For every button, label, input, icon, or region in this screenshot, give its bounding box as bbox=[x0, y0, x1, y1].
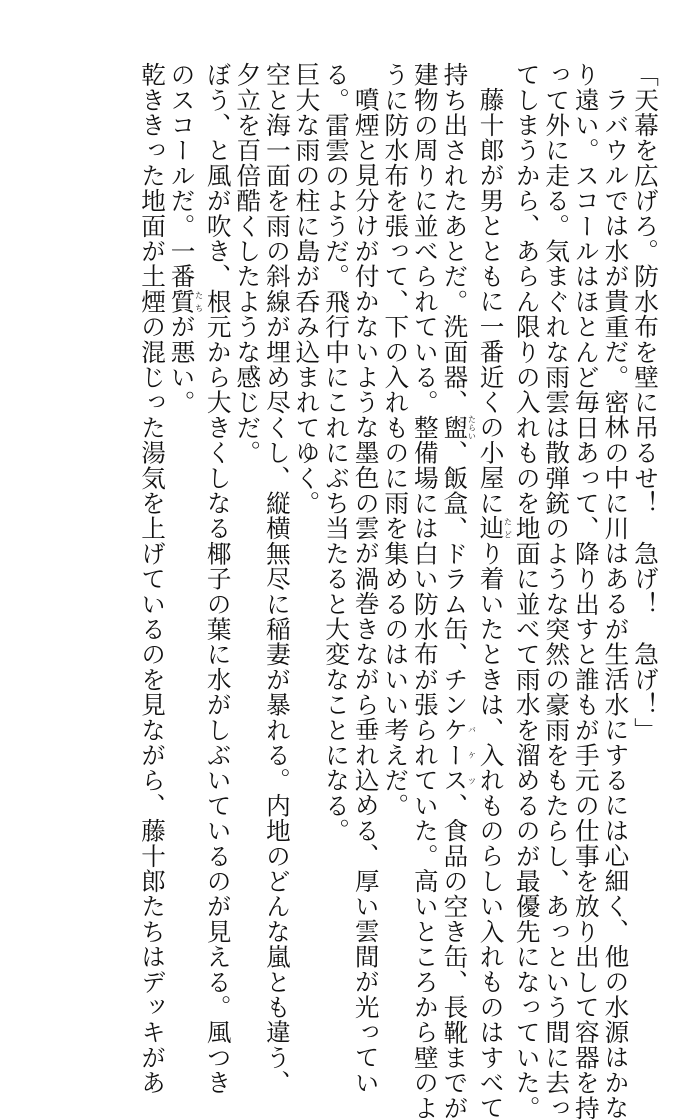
text-line: 噴煙と見分けが付かないような墨色の雲が渦巻きながら垂れ込める、厚い雲間が光ってい bbox=[351, 86, 381, 1095]
ruby-word: 質たち bbox=[167, 288, 204, 315]
text-segment: 、食品の空き缶、長靴までが bbox=[440, 792, 470, 1120]
text-line bbox=[476, 62, 513, 1120]
ruby-word: 辿たど bbox=[476, 515, 513, 541]
text-line: って外に走る。気まぐれな雨雲は散弾銃のような突然の豪雨をもたらし、あっという間に去っ bbox=[542, 62, 572, 1120]
text-line: り遠い。スコールはほとんど毎日あって、降り出すと誰もが手元の仕事を放り出して容器を持 bbox=[571, 62, 601, 1120]
text-segment: のスコールだ。一番 bbox=[167, 62, 197, 289]
ruby-word: 盥たらい bbox=[440, 414, 477, 441]
ruby-reading: たど bbox=[503, 515, 513, 541]
text-segment: 、飯盒、ドラム缶、チン bbox=[440, 440, 470, 718]
vertical-text-body bbox=[137, 62, 660, 1120]
text-line: 乾ききった地面が土煙の混じった湯気を上げているのを見ながら、藤十郎たちはデッキがあ bbox=[138, 62, 167, 1096]
ruby-reading: たらい bbox=[467, 414, 477, 440]
ruby-reading: バケツ bbox=[467, 717, 477, 793]
text-line: ぼう、と風が吹き、根元から大きくしなる椰子の葉に水がしぶいているのが見える。風つき bbox=[203, 62, 233, 1096]
text-segment: り着いたときは、入れものらしい入れものはすべて bbox=[476, 540, 506, 1120]
text-line: 夕立を百倍酷くしたような感じだ。 bbox=[233, 62, 263, 466]
text-line: 巨大な雨の柱に島が呑み込まれてゆく。 bbox=[292, 62, 322, 516]
text-line: うに防水布を張って、下の入れものに雨を集めるのはいい考えだ。 bbox=[381, 62, 411, 818]
text-line: 空と海一面を雨の斜線が埋め尽くし、縦横無尽に稲妻が暴れる。内地のどんな嵐とも違う、 bbox=[262, 62, 292, 1096]
ruby-reading: たち bbox=[194, 288, 204, 315]
text-line bbox=[167, 62, 203, 962]
text-segment: が悪い。 bbox=[167, 314, 197, 415]
text-line: てしまうから、あらん限りの入れものを地面に並べて雨水を溜めるのが最優先になっていた。 bbox=[512, 62, 542, 1120]
ruby-word: ケースバケツ bbox=[440, 717, 477, 793]
text-line: る。雷雲のようだ。飛行中にこれにぶち当たると大変なことになる。 bbox=[322, 62, 352, 844]
text-line: 「天幕を広げろ。防水布を壁に吊るせ！ 急げ！ 急げ！」 bbox=[631, 62, 660, 743]
text-line bbox=[440, 62, 477, 1120]
text-line: ラバウルでは水が貴重だ。密林の中に川はあるが生活水にするには心細く、他の水源はかな bbox=[601, 86, 631, 1120]
text-segment: 持ち出されたあとだ。洗面器、 bbox=[440, 62, 470, 415]
text-line: 建物の周りに並べられている。整備場には白い防水布が張られていた。高いところから壁のよ bbox=[410, 62, 440, 1120]
text-segment: 藤十郎が男とともに一番近くの小屋に bbox=[476, 86, 506, 515]
